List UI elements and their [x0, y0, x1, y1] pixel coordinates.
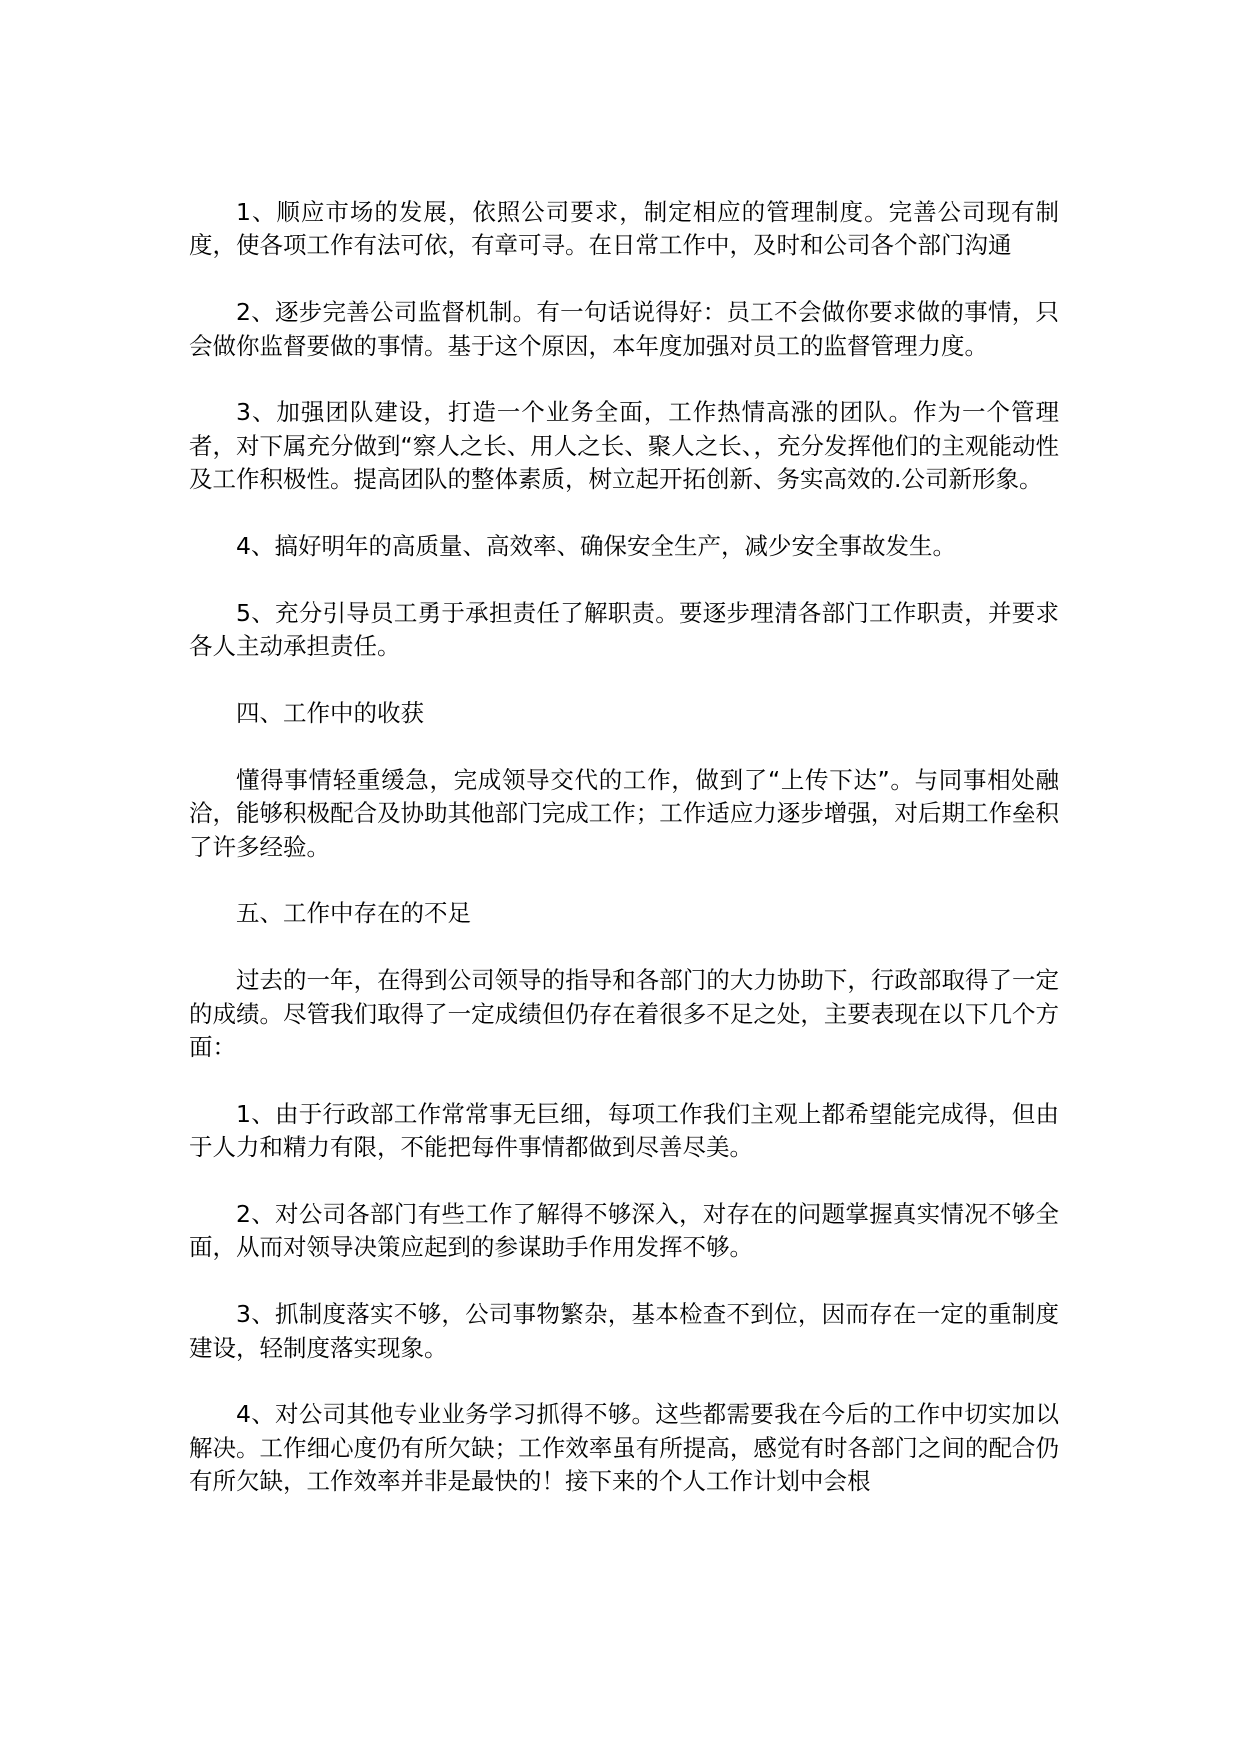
paragraph-gains: 懂得事情轻重缓急，完成领导交代的工作，做到了“上传下达”。与同事相处融洽，能够积极配合及协助其他部门完成工作；工作适应力逐步增强，对后期工作垒积了许多经验。 — [189, 765, 1059, 861]
paragraph-item-4: 4、搞好明年的高质量、高效率、确保安全生产，减少安全事故发生。 — [236, 532, 956, 561]
paragraph-shortcoming-1: 1、由于行政部工作常常事无巨细，每项工作我们主观上都希望能完成得，但由于人力和精力有限，不能把每件事情都做到尽善尽美。 — [189, 1099, 1059, 1162]
paragraph-item-2: 2、逐步完善公司监督机制。有一句话说得好：员工不会做你要求做的事情，只会做你监督要做的事情。基于这个原因，本年度加强对员工的监督管理力度。 — [189, 298, 1059, 360]
section-heading-shortcomings: 五、工作中存在的不足 — [236, 899, 471, 928]
paragraph-shortcoming-2: 2、对公司各部门有些工作了解得不够深入，对存在的问题掌握真实情况不够全面，从而对领导决策应起到的参谋助手作用发挥不够。 — [189, 1200, 1059, 1262]
paragraph-shortcomings-intro: 过去的一年，在得到公司领导的指导和各部门的大力协助下，行政部取得了一定的成绩。尽管我们取得了一定成绩但仍存在着很多不足之处，主要表现在以下几个方面： — [189, 966, 1059, 1062]
document-body — [189, 196, 1059, 1499]
paragraph-shortcoming-3: 3、抓制度落实不够，公司事物繁杂，基本检查不到位，因而存在一定的重制度建设，轻制度落实现象。 — [189, 1300, 1059, 1362]
paragraph-item-5: 5、充分引导员工勇于承担责任了解职责。要逐步理清各部门工作职责，并要求各人主动承担责任。 — [189, 598, 1059, 661]
paragraph-item-1: 1、顺应市场的发展，依照公司要求，制定相应的管理制度。完善公司现有制度，使各项工作有法可依，有章可寻。在日常工作中，及时和公司各个部门沟通 — [189, 198, 1059, 260]
paragraph-item-3: 3、加强团队建设，打造一个业务全面，工作热情高涨的团队。作为一个管理者，对下属充分做到“察人之长、用人之长、聚人之长、，充分发挥他们的主观能动性及工作积极性。提高团队的整体素质，树立起开拓创新、务实高效的.公司新形象。 — [189, 398, 1059, 494]
section-heading-gains: 四、工作中的收获 — [236, 699, 424, 728]
paragraph-shortcoming-4: 4、对公司其他专业业务学习抓得不够。这些都需要我在今后的工作中切实加以解决。工作细心度仍有所欠缺；工作效率虽有所提高，感觉有时各部门之间的配合仍有所欠缺，工作效率并非是最快的！接下来的个人工作计划中会根 — [189, 1400, 1059, 1496]
